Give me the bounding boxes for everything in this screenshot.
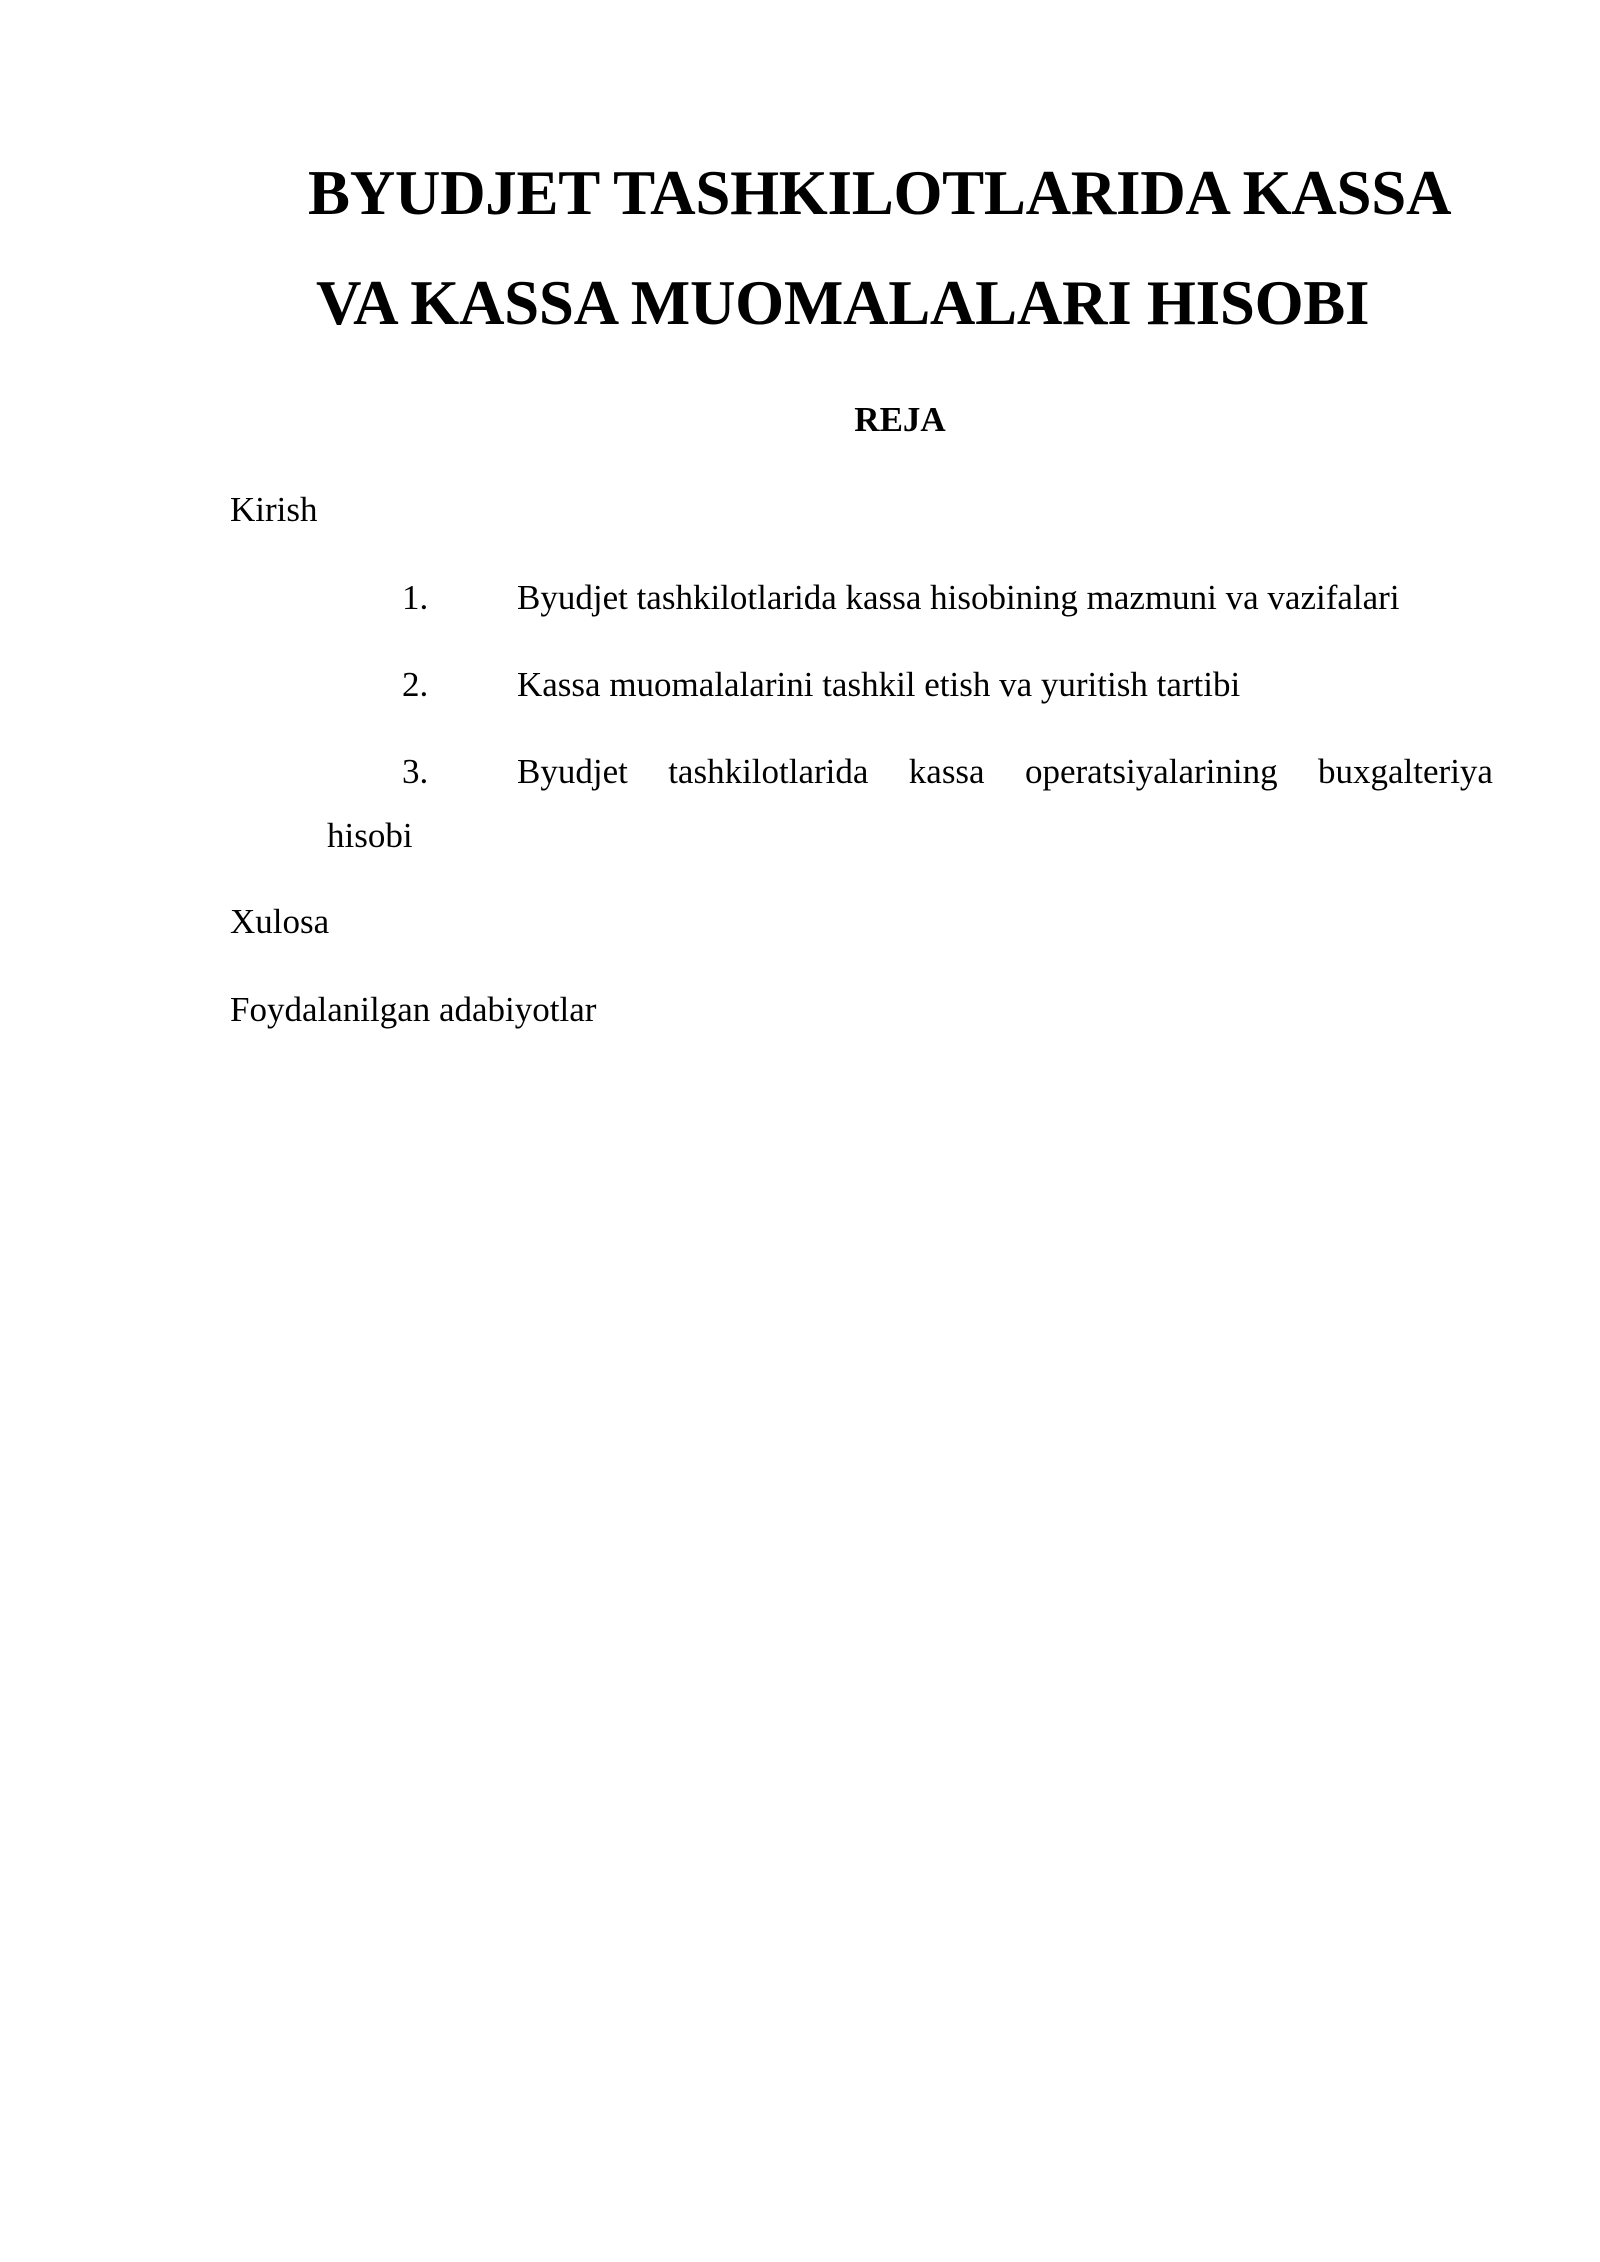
plan-item-number-2: 2. bbox=[402, 665, 429, 704]
plan-item-3-word: buxgalteriya bbox=[1318, 752, 1493, 791]
plan-item-number-3: 3. bbox=[402, 752, 429, 791]
document-title-line-1: BYUDJET TASHKILOTLARIDA KASSA bbox=[308, 158, 1452, 228]
plan-item-3-word: tashkilotlarida bbox=[668, 752, 869, 791]
plan-item-text-1: Byudjet tashkilotlarida kassa hisobining mazmuni va vazifalari bbox=[517, 578, 1400, 617]
plan-item-3-word: kassa bbox=[908, 752, 985, 791]
plan-item-number-1: 1. bbox=[402, 578, 429, 617]
intro-entry: Kirish bbox=[230, 490, 318, 529]
conclusion-entry: Xulosa bbox=[230, 902, 330, 941]
plan-item-text-2: Kassa muomalalarini tashkil etish va yuritish tartibi bbox=[517, 665, 1241, 704]
plan-item-text-3 bbox=[517, 754, 1493, 789]
plan-item-3-justified-line bbox=[517, 754, 1493, 789]
plan-item-3-word: operatsiyalarining bbox=[1024, 752, 1278, 791]
references-entry: Foydalanilgan adabiyotlar bbox=[230, 990, 597, 1029]
plan-heading: REJA bbox=[854, 400, 946, 439]
plan-item-3-word: Byudjet bbox=[517, 752, 628, 791]
plan-item-3-continuation: hisobi bbox=[327, 816, 413, 855]
document-title-line-2: VA KASSA MUOMALALARI HISOBI bbox=[316, 268, 1370, 338]
